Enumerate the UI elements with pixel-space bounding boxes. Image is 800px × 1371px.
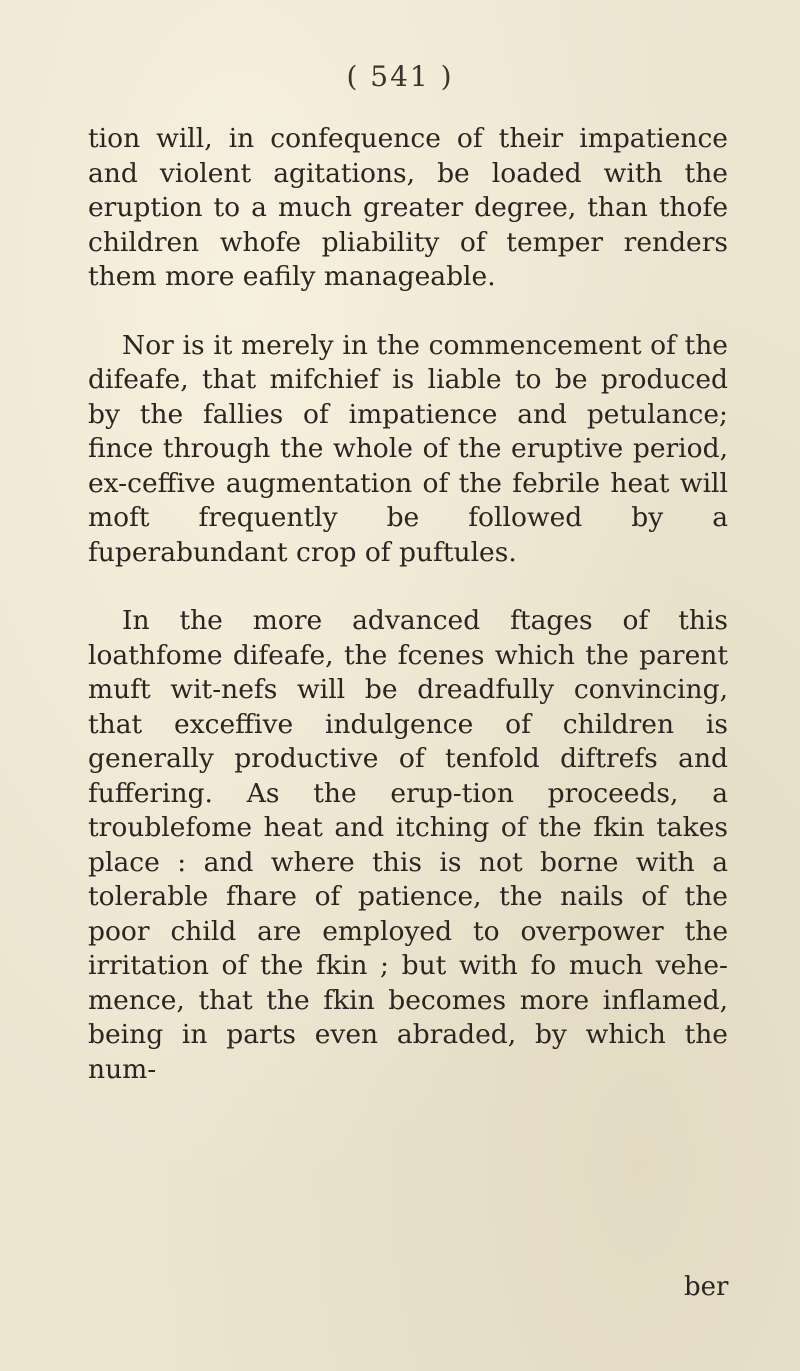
page-number: ( 541 ) <box>346 60 454 93</box>
paragraph-gap <box>88 570 728 604</box>
body-text <box>88 122 728 1087</box>
paragraph-3: In the more advanced ftages of this loathfome difeafe, the fcenes which the parent muft wit-nefs will be dreadfully convincing, that exceffive indulgence of children is generally productive of tenfold diftrefs and fuffering. As the erup-tion proceeds, a troublefome heat and itching of the fkin takes place : and where this is not borne with a tolerable fhare of patience, the nails of the poor child are employed to overpower the irritation of the fkin ; but with fo much vehe-mence, that the fkin becomes more inflamed, being in parts even abraded, by which the num- <box>88 605 728 1085</box>
catchword: ber <box>684 1272 729 1302</box>
paragraph-gap <box>88 295 728 329</box>
paragraph-2: Nor is it merely in the commencement of the difeafe, that mifchief is liable to be produced by the fallies of impatience and petulance; fince through the whole of the eruptive period, ex-ceffive augmentation of the febrile heat will moft frequently be followed by a fuperabundant crop of puftules. <box>88 329 728 568</box>
paragraph-1: tion will, in confequence of their impatience and violent agitations, be loaded with the eruption to a much greater degree, than thofe children whofe pliability of temper renders them more eafily manageable. <box>88 123 728 292</box>
